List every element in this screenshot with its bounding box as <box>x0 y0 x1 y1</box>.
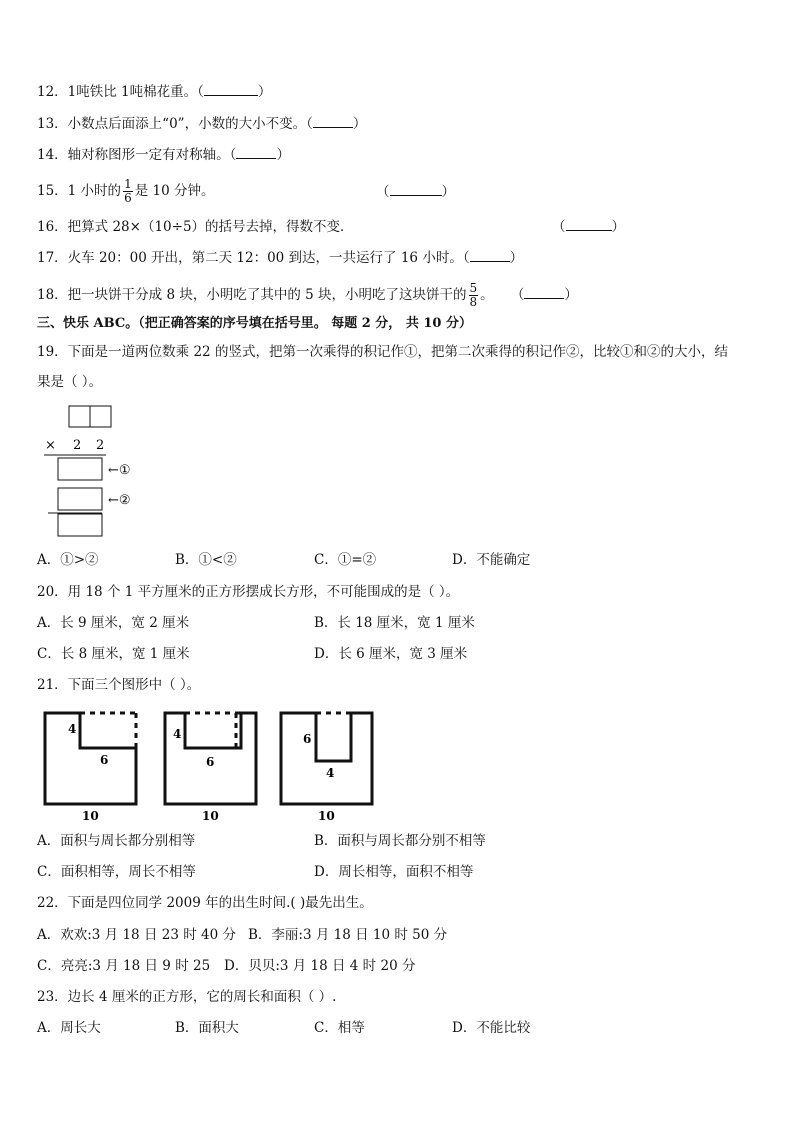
multiplier-digit: 2 <box>73 438 82 453</box>
q21-option-c[interactable]: C．面积相等，周长不相等 <box>37 864 196 880</box>
answer-blank[interactable] <box>524 286 564 299</box>
answer-blank[interactable] <box>390 183 442 196</box>
side-label: 6 <box>303 732 312 746</box>
q21-option-d[interactable]: D．周长相等，面积不相等 <box>314 864 474 880</box>
partial-product-1 <box>58 458 102 480</box>
q19-option-c[interactable]: C．①=② <box>314 552 377 568</box>
q21-option-a[interactable]: A．面积与周长都分别相等 <box>37 833 196 849</box>
question-15-prefix: 15．1 小时的 <box>37 183 122 199</box>
fraction: $\frac{1}{6}$ <box>124 177 132 205</box>
question-12-text: 12．1吨铁比 1吨棉花重。（ <box>37 84 204 100</box>
question-13: 13．小数点后面添上“0”，小数的大小不变。（ ） <box>37 116 367 132</box>
side-label: 4 <box>68 722 77 736</box>
q20-option-d[interactable]: D．长 6 厘米，宽 3 厘米 <box>314 646 468 662</box>
question-14-text: 14．轴对称图形一定有对称轴。（ <box>37 147 237 163</box>
answer-blank[interactable] <box>236 146 276 159</box>
question-19-stem: 19．下面是一道两位数乘 22 的竖式，把第一次乘得的积记作①，把第二次乘得的积记作②，比较①和②的大小，结 <box>37 344 728 360</box>
partial-product-2 <box>58 488 102 510</box>
q22-option-c[interactable]: C．亮亮:3 月 18 日 9 时 25 <box>37 958 211 974</box>
question-16-text: 16．把算式 28×（10÷5）的括号去掉，得数不变． <box>37 219 354 235</box>
question-15-answer: （ ） <box>376 184 455 200</box>
section-3-heading: 三、快乐 ABC。（把正确答案的序号填在括号里。 每题 2 分， 共 10 分） <box>37 316 472 331</box>
question-17: 17．火车 20：00 开出，第二天 12：00 到达，一共运行了 16 小时。（ ） <box>37 250 524 266</box>
q20-option-a[interactable]: A．长 9 厘米，宽 2 厘米 <box>37 615 190 631</box>
figure-3 <box>281 713 372 823</box>
q19-option-a[interactable]: A．①>② <box>37 552 99 568</box>
base-label: 10 <box>202 809 219 823</box>
q23-option-d[interactable]: D．不能比较 <box>452 1020 531 1036</box>
final-product <box>58 514 102 536</box>
three-figures <box>38 708 388 826</box>
q22-option-d[interactable]: D．贝贝:3 月 18 日 4 时 20 分 <box>224 958 416 974</box>
q23-option-c[interactable]: C．相等 <box>314 1020 365 1036</box>
figure-outline <box>281 713 372 804</box>
digit-box <box>90 406 111 427</box>
question-15-suffix: 是 10 分钟。 <box>134 183 215 199</box>
inner-label: 6 <box>206 755 215 769</box>
base-label: 10 <box>318 809 335 823</box>
question-16 <box>37 217 354 237</box>
question-18-prefix: 18．把一块饼干分成 8 块，小明吃了其中的 5 块，小明吃了这块饼干的 <box>37 287 467 303</box>
q22-option-b[interactable]: B．李丽:3 月 18 日 10 时 50 分 <box>248 927 448 943</box>
q23-option-b[interactable]: B．面积大 <box>175 1020 239 1036</box>
answer-blank[interactable] <box>204 83 258 96</box>
side-label: 4 <box>173 727 182 741</box>
q23-option-a[interactable]: A．周长大 <box>37 1020 101 1036</box>
inner-label: 4 <box>326 766 335 780</box>
vertical-multiplication-diagram <box>40 402 180 542</box>
figure-2 <box>165 713 256 823</box>
arrow-label-2: ←② <box>108 493 131 508</box>
question-14: 14．轴对称图形一定有对称轴。（ ） <box>37 147 290 163</box>
base-label: 10 <box>82 809 99 823</box>
question-18: 18．把一块饼干分成 8 块，小明吃了其中的 5 块，小明吃了这块饼干的 $\frac{5}{8}$ 。 （ ） <box>37 281 578 309</box>
figure-outline <box>45 713 136 804</box>
q20-option-c[interactable]: C．长 8 厘米，宽 1 厘米 <box>37 646 190 662</box>
digit-box <box>69 406 90 427</box>
question-19-stem-cont: 果是（ ）。 <box>37 374 103 390</box>
answer-blank[interactable] <box>470 249 510 262</box>
arrow-label-1: ←① <box>108 463 131 478</box>
answer-blank[interactable] <box>566 218 612 231</box>
question-22-stem: 22．下面是四位同学 2009 年的出生时间.( )最先出生。 <box>37 895 373 911</box>
q19-option-b[interactable]: B．①<② <box>175 552 237 568</box>
question-20-stem: 20．用 18 个 1 平方厘米的正方形摆成长方形，不可能围成的是（ ）。 <box>37 584 460 600</box>
question-16-answer: （ ） <box>552 219 625 235</box>
question-21-stem: 21．下面三个图形中（ ）。 <box>37 677 201 693</box>
question-15 <box>37 178 214 205</box>
q19-option-d[interactable]: D．不能确定 <box>452 552 531 568</box>
question-13-text: 13．小数点后面添上“0”，小数的大小不变。（ <box>37 116 313 132</box>
inner-label: 6 <box>100 753 109 767</box>
question-17-text: 17．火车 20：00 开出，第二天 12：00 到达，一共运行了 16 小时。（ <box>37 250 470 266</box>
q21-option-b[interactable]: B．面积与周长都分别不相等 <box>314 833 486 849</box>
figure-1 <box>45 713 136 823</box>
question-23-stem: 23．边长 4 厘米的正方形，它的周长和面积（ ）. <box>37 989 337 1005</box>
times-sign: × <box>45 438 56 453</box>
q22-option-a[interactable]: A．欢欢:3 月 18 日 23 时 40 分 <box>37 927 236 943</box>
fraction: $\frac{5}{8}$ <box>469 281 478 309</box>
q20-option-b[interactable]: B．长 18 厘米，宽 1 厘米 <box>314 615 475 631</box>
multiplier-digit: 2 <box>96 438 105 453</box>
question-12: 12．1吨铁比 1吨棉花重。（ ） <box>37 84 272 100</box>
answer-blank[interactable] <box>313 115 353 128</box>
